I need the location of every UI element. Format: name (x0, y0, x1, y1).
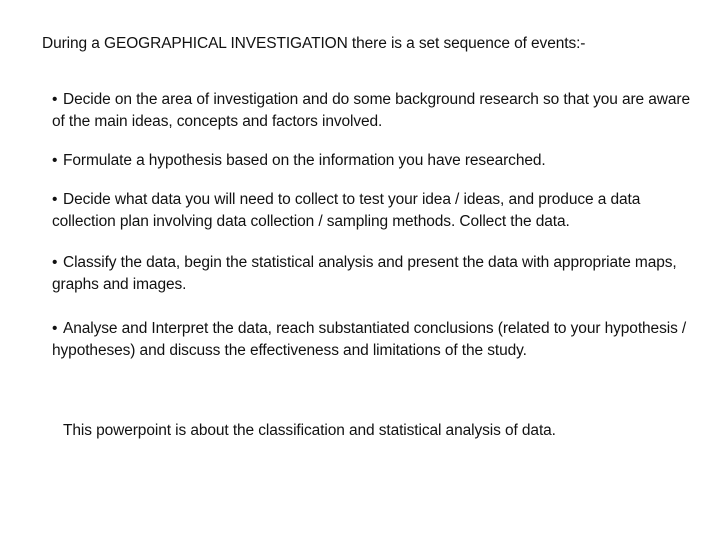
bullet-icon: • (52, 152, 58, 169)
slide-title: During a GEOGRAPHICAL INVESTIGATION there is a set sequence of events:- (42, 35, 586, 52)
bullet-icon: • (52, 320, 58, 337)
bullet-item (52, 150, 692, 172)
slide-footer-note: This powerpoint is about the classification and statistical analysis of data. (63, 422, 556, 439)
bullet-item (52, 189, 692, 233)
bullet-text: Decide on the area of investigation and do some background research so that you are aware of the main ideas, concepts and factors involved. (52, 91, 690, 130)
bullet-icon: • (52, 91, 58, 108)
bullet-text: Formulate a hypothesis based on the information you have researched. (63, 152, 546, 169)
bullet-text: Decide what data you will need to collect to test your idea / ideas, and produce a data collection plan involving data collection / sampling methods. Collect the data. (52, 191, 641, 230)
bullet-item (52, 252, 692, 296)
bullet-text: Analyse and Interpret the data, reach substantiated conclusions (related to your hypothesis / hypotheses) and discuss the effectiveness and limitations of the study. (52, 320, 687, 359)
bullet-item (52, 89, 692, 133)
bullet-item (52, 318, 692, 362)
bullet-icon: • (52, 254, 58, 271)
bullet-text: Classify the data, begin the statistical analysis and present the data with appropriate maps, graphs and images. (52, 254, 677, 293)
bullet-icon: • (52, 191, 58, 208)
